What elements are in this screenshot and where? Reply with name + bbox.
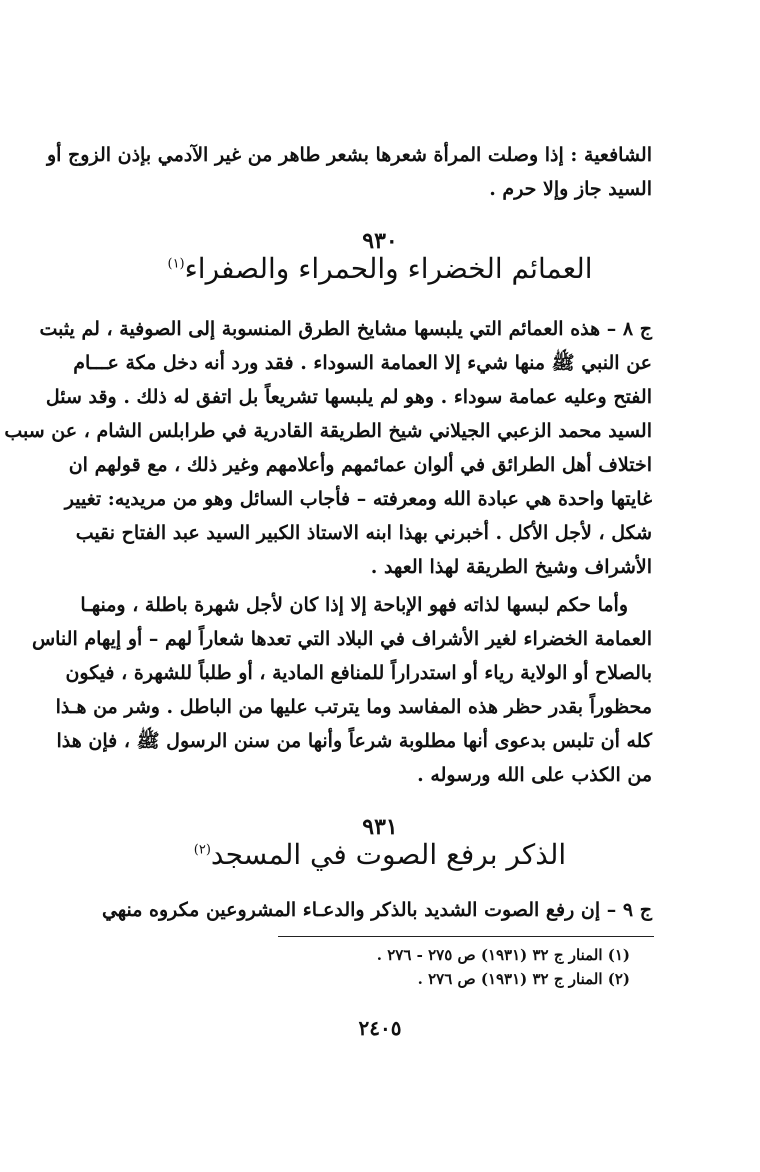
text-line: من الكذب على الله ورسوله . <box>417 764 652 786</box>
section-title-text: الذكر برفع الصوت في المسجد <box>210 838 567 871</box>
intro-paragraph <box>46 138 652 206</box>
text-line: وأما حكم لبسها لذاته فهو الإباحة إلا إذا كان لأجل شهرة باطلة ، ومنهـا <box>80 594 628 616</box>
text-line: اختلاف أهل الطرائق في ألوان عمائمهم وأعلامهم وغير ذلك ، مع قولهم ان <box>68 454 652 476</box>
section-title <box>0 252 760 285</box>
section-title <box>0 838 760 871</box>
text-line: بالصلاح أو الولاية رياء أو استدراراً للمنافع المادية ، أو طلباً للشهرة ، فيكون <box>65 662 652 684</box>
ruling-paragraph <box>31 588 652 792</box>
footnote-marker: (١) <box>167 256 185 272</box>
footnote: (١) المنار ج ٣٢ (١٩٣١) ص ٢٧٥ - ٢٧٦ . <box>376 946 630 964</box>
text-line: الشافعية : إذا وصلت المرأة شعرها بشعر طاهر من غير الآدمي بإذن الزوج أو <box>46 144 652 166</box>
text-line: الأشراف وشيخ الطريقة لهذا العهد . <box>370 556 652 578</box>
text-line: محظوراً بقدر حظر هذه المفاسد وما يترتب عليها من الباطل . وشر من هـذا <box>55 696 652 718</box>
section-number: ٩٣١ <box>362 814 398 840</box>
text-line: شكل ، لأجل الأكل . أخبرني بهذا ابنه الاستاذ الكبير السيد عبد الفتاح نقيب <box>75 522 652 544</box>
text-line: ج ٩ – إن رفع الصوت الشديد بالذكر والدعـاء المشروعين مكروه منهي <box>101 899 652 921</box>
answer-paragraph <box>4 312 652 584</box>
text-line: الفتح وعليه عمامة سوداء . وهو لم يلبسها تشريعاً بل اتفق له ذلك . وقد سئل <box>45 386 652 408</box>
section-title-text: العمائم الخضراء والحمراء والصفراء <box>184 252 593 285</box>
footnote-marker: (٢) <box>193 842 211 858</box>
footnote: (٢) المنار ج ٣٢ (١٩٣١) ص ٢٧٦ . <box>417 970 630 988</box>
section-number: ٩٣٠ <box>362 228 398 254</box>
text-line: العمامة الخضراء لغير الأشراف في البلاد التي تعدها شعاراً لهم – أو إيهام الناس <box>31 628 652 650</box>
text-line: السيد محمد الزعبي الجيلاني شيخ الطريقة القادرية في طرابلس الشام ، عن سبب <box>4 420 652 442</box>
page-number: ٢٤٠٥ <box>358 1016 402 1040</box>
text-line: كله أن تلبس بدعوى أنها مطلوبة شرعاً وأنها من سنن الرسول ﷺ ، فإن هذا <box>56 730 652 752</box>
text-line: عن النبي ﷺ منها شيء إلا العمامة السوداء . فقد ورد أنه دخل مكة عـــام <box>73 352 652 374</box>
text-line: السيد جاز وإلا حرم . <box>489 178 652 200</box>
text-line: ج ٨ – هذه العمائم التي يلبسها مشايخ الطرق المنسوبة إلى الصوفية ، لم يثبت <box>39 318 652 340</box>
text-line: غايتها واحدة هي عبادة الله ومعرفته – فأجاب السائل وهو من مريديه: تغيير <box>64 488 652 510</box>
footnote-divider <box>278 936 654 937</box>
answer-paragraph <box>101 893 652 927</box>
